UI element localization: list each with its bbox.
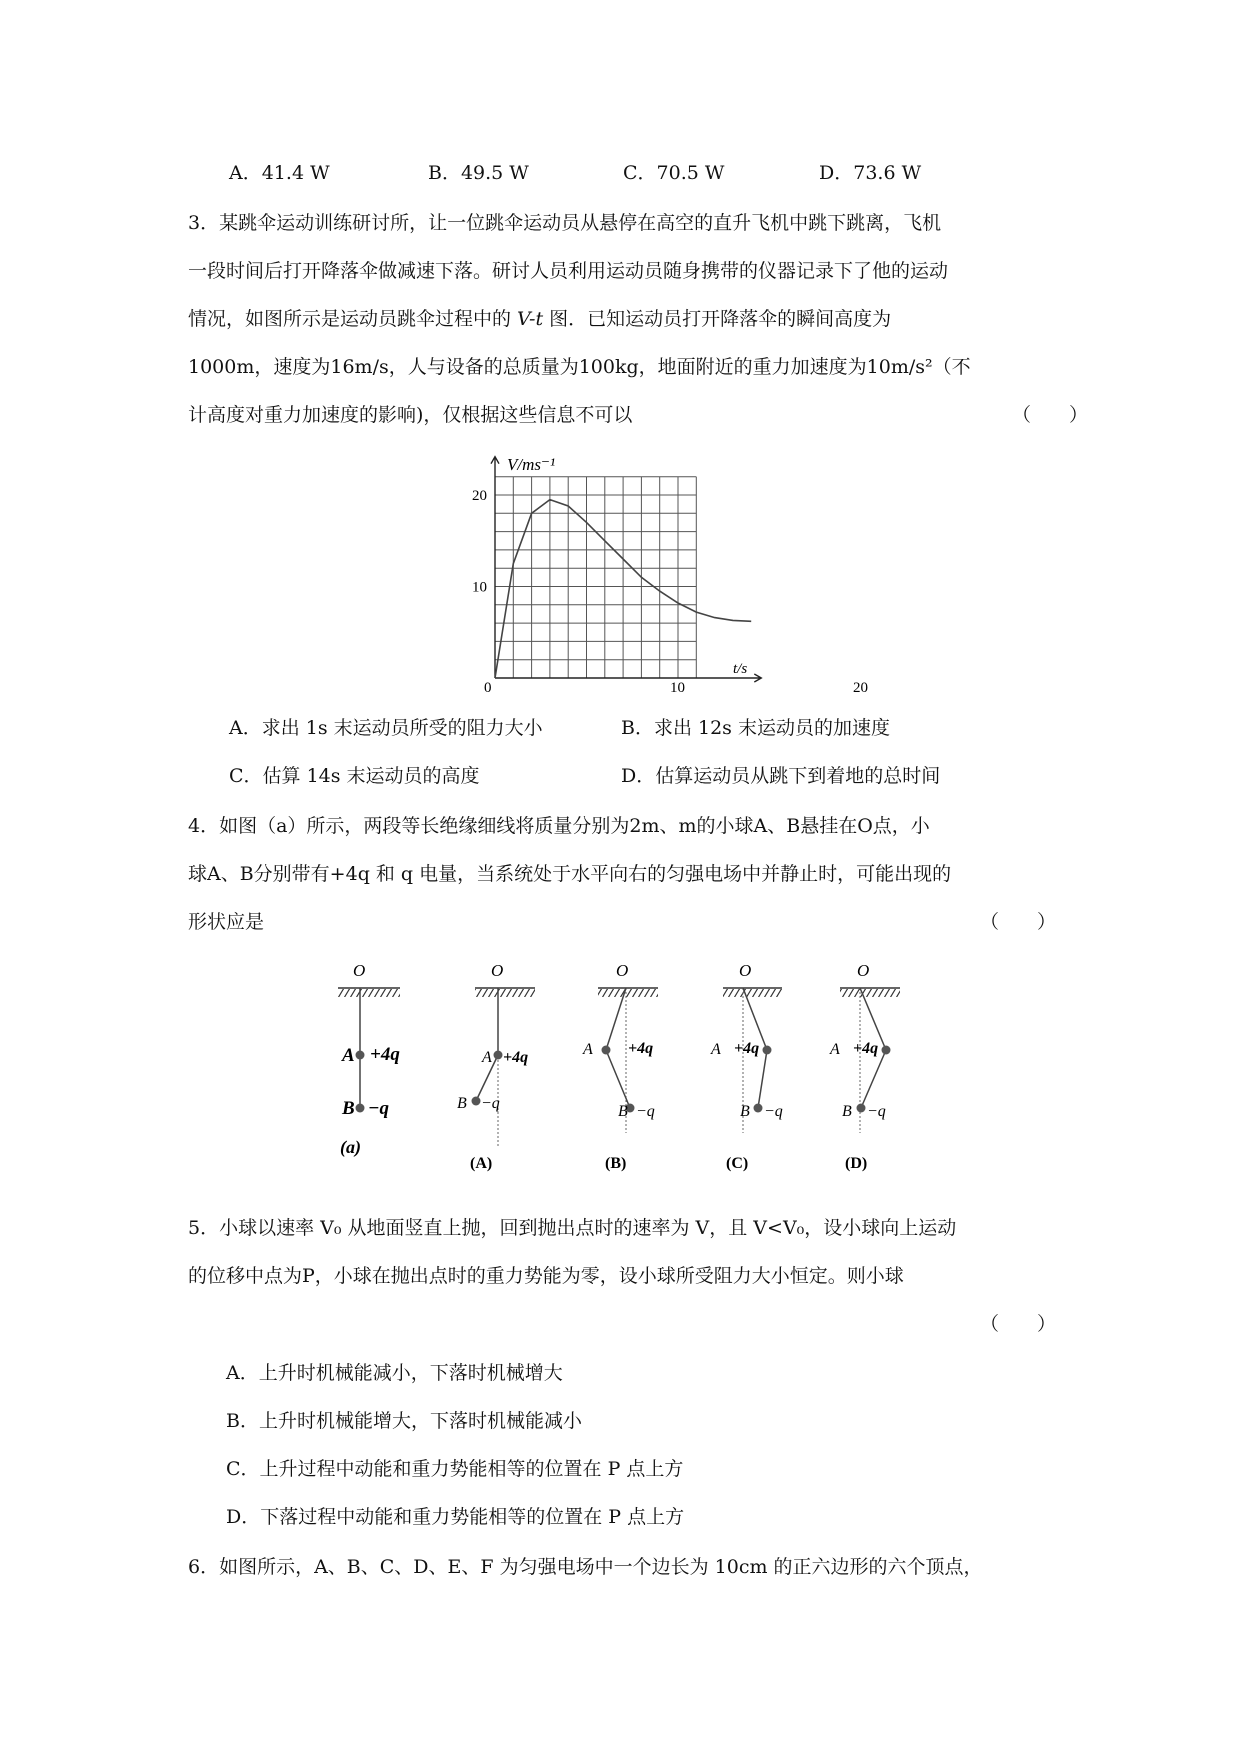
svg-text:−q: −q — [764, 1103, 783, 1120]
svg-text:A: A — [482, 1049, 492, 1066]
figure-option-c — [710, 961, 783, 1172]
q5-option-c: C．上升过程中动能和重力势能相等的位置在 P 点上方 — [226, 1458, 684, 1480]
svg-text:−q: −q — [867, 1103, 886, 1120]
figure-option-b — [582, 961, 658, 1172]
figure-option-d — [829, 961, 900, 1172]
svg-text:−q: −q — [481, 1095, 500, 1112]
charge-b: −q — [368, 1098, 390, 1119]
svg-text:+4q: +4q — [734, 1040, 760, 1057]
q2-option-b: B．49.5 W — [428, 162, 529, 184]
q4-line2: 球A、B分别带有+4q 和 q 电量，当系统处于水平向右的匀强电场中并静止时，可能出现的 — [188, 863, 952, 885]
q5-option-b: B．上升时机械能增大，下落时机械能减小 — [226, 1410, 582, 1432]
caption-option-a: (A) — [470, 1155, 493, 1172]
q2-option-d: D．73.6 W — [819, 162, 922, 184]
vt-y-tick-10: 10 — [472, 579, 487, 596]
svg-text:+4q: +4q — [503, 1049, 529, 1066]
svg-text:A: A — [830, 1041, 840, 1058]
vt-x-tick-10: 10 — [670, 680, 685, 696]
q3-answer-paren: （ ） — [1012, 404, 1089, 426]
q5-option-d: D．下落过程中动能和重力势能相等的位置在 P 点上方 — [226, 1506, 685, 1528]
q5-line2: 的位移中点为P，小球在抛出点时的重力势能为零，设小球所受阻力大小恒定。则小球 — [188, 1265, 904, 1287]
q5-line1: 5．小球以速率 V₀ 从地面竖直上抛，回到抛出点时的速率为 V，且 V<V₀，设小球向上运动 — [188, 1217, 957, 1239]
charge-a: +4q — [370, 1044, 400, 1065]
svg-text:O: O — [739, 961, 752, 980]
q6-line1: 6．如图所示，A、B、C、D、E、F 为匀强电场中一个边长为 10cm 的正六边形的六个顶点， — [188, 1556, 983, 1578]
q2-option-c: C．70.5 W — [623, 162, 725, 184]
caption-option-b: (B) — [605, 1155, 627, 1172]
point-o-label: O — [353, 961, 366, 980]
q3-option-b: B．求出 12s 末运动员的加速度 — [621, 717, 890, 739]
q3-line3: 情况，如图所示是运动员跳伞过程中的 V-t 图．已知运动员打开降落伞的瞬间高度为 — [188, 308, 892, 330]
q2-option-a: A．41.4 W — [229, 162, 330, 184]
q3-option-d: D．估算运动员从跳下到着地的总时间 — [621, 765, 941, 787]
q3-line2: 一段时间后打开降落伞做减速下落。研讨人员利用运动员随身携带的仪器记录下了他的运动 — [188, 260, 949, 282]
svg-text:A: A — [583, 1041, 593, 1058]
q3-line5: 计高度对重力加速度的影响)，仅根据这些信息不可以 — [188, 404, 633, 426]
svg-text:O: O — [857, 961, 870, 980]
q3-option-a: A．求出 1s 末运动员所受的阻力大小 — [229, 717, 543, 739]
caption-a: (a) — [340, 1137, 361, 1157]
svg-text:−q: −q — [636, 1103, 655, 1120]
vt-x-axis-label: t/s — [733, 661, 748, 677]
label-b: B — [342, 1098, 355, 1119]
svg-text:B: B — [618, 1103, 628, 1120]
vt-y-axis-label: V/ms⁻¹ — [507, 455, 556, 474]
q4-line1: 4．如图（a）所示，两段等长绝缘细线将质量分别为2m、m的小球A、B悬挂在O点，小 — [188, 815, 930, 837]
vt-origin-label: 0 — [484, 680, 492, 696]
q3-line4: 1000m，速度为16m/s，人与设备的总质量为100kg，地面附近的重力加速度为10m/s²（不 — [188, 356, 971, 378]
ball-b — [356, 1104, 365, 1113]
svg-text:B: B — [842, 1103, 852, 1120]
vt-x-tick-20: 20 — [853, 680, 868, 696]
figure-option-a — [457, 961, 535, 1172]
q3-option-c: C．估算 14s 末运动员的高度 — [229, 765, 480, 787]
svg-text:B: B — [457, 1095, 467, 1112]
caption-option-c: (C) — [726, 1155, 749, 1172]
ball-a — [356, 1051, 365, 1060]
q5-answer-paren: （ ） — [980, 1313, 1057, 1335]
q4-line3: 形状应是 — [188, 911, 265, 933]
q4-answer-paren: （ ） — [980, 911, 1057, 933]
svg-text:A: A — [711, 1041, 721, 1058]
svg-text:+4q: +4q — [853, 1040, 879, 1057]
q3-line1: 3．某跳伞运动训练研讨所，让一位跳伞运动员从悬停在高空的直升飞机中跳下跳离，飞机 — [188, 212, 942, 234]
caption-option-d: (D) — [845, 1155, 868, 1172]
svg-text:B: B — [740, 1103, 750, 1120]
svg-text:O: O — [616, 961, 629, 980]
svg-text:+4q: +4q — [628, 1040, 654, 1057]
figure-a — [338, 961, 400, 1158]
q4-figure — [320, 958, 920, 1188]
q3-vt-var: V-t — [517, 308, 544, 330]
vt-chart — [465, 448, 868, 698]
vt-y-tick-20: 20 — [472, 488, 487, 504]
q5-option-a: A．上升时机械能减小，下落时机械增大 — [226, 1362, 563, 1384]
vt-grid — [495, 477, 696, 678]
svg-text:O: O — [491, 961, 504, 980]
label-a: A — [342, 1045, 355, 1066]
